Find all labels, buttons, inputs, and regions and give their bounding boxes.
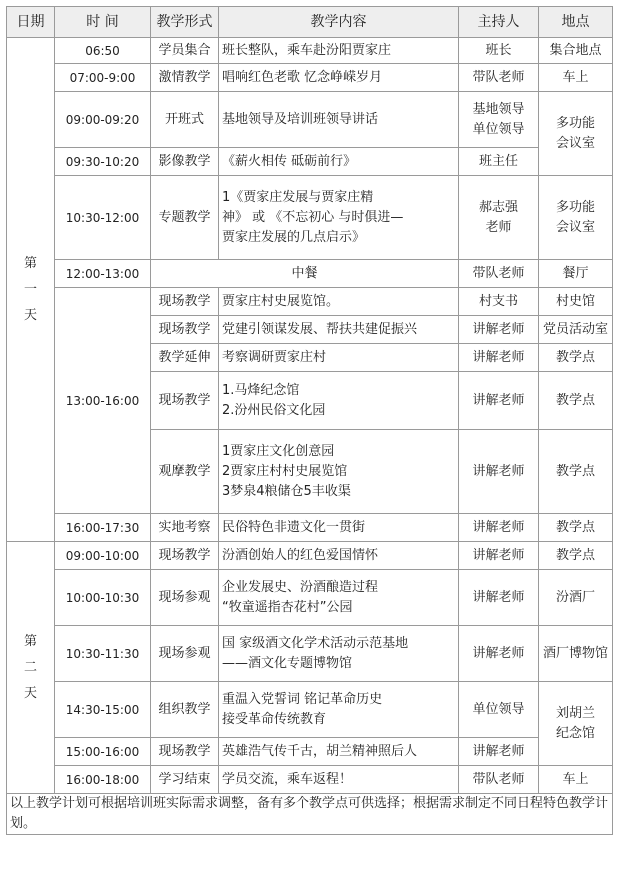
table-row — [7, 92, 613, 148]
table-row — [7, 176, 613, 260]
place-cell: 餐厅 — [539, 260, 613, 288]
time-cell: 09:00-09:20 — [55, 92, 151, 148]
time-cell: 10:30-12:00 — [55, 176, 151, 260]
form-cell: 现场教学 — [151, 288, 219, 316]
host-cell: 讲解老师 — [459, 626, 539, 682]
content-cell: 1《贾家庄发展与贾家庄精 神》 或 《不忘初心 与时俱进— 贾家庄发展的几点启示》 — [219, 176, 459, 260]
host-cell: 村支书 — [459, 288, 539, 316]
header-host: 主持人 — [459, 7, 539, 38]
host-cell: 郝志强 老师 — [459, 176, 539, 260]
time-cell: 15:00-16:00 — [55, 738, 151, 766]
content-cell: 民俗特色非遗文化一贯街 — [219, 514, 459, 542]
form-cell: 现场教学 — [151, 316, 219, 344]
time-cell: 09:30-10:20 — [55, 148, 151, 176]
form-cell: 现场参观 — [151, 626, 219, 682]
form-cell: 开班式 — [151, 92, 219, 148]
content-cell: 党建引领谋发展、帮扶共建促振兴 — [219, 316, 459, 344]
host-cell: 单位领导 — [459, 682, 539, 738]
footnote: 以上教学计划可根据培训班实际需求调整，备有多个教学点可供选择；根据需求制定不同日程特色教学计划。 — [7, 794, 613, 835]
header-place: 地点 — [539, 7, 613, 38]
form-cell: 现场教学 — [151, 738, 219, 766]
host-cell: 带队老师 — [459, 260, 539, 288]
table-row — [7, 288, 613, 316]
host-cell: 班长 — [459, 38, 539, 64]
place-cell: 汾酒厂 — [539, 570, 613, 626]
table-row — [7, 514, 613, 542]
form-cell: 专题教学 — [151, 176, 219, 260]
host-cell: 基地领导 单位领导 — [459, 92, 539, 148]
time-cell: 07:00-9:00 — [55, 64, 151, 92]
content-cell: 唱响红色老歌 忆念峥嵘岁月 — [219, 64, 459, 92]
content-cell: 重温入党誓词 铭记革命历史 接受革命传统教育 — [219, 682, 459, 738]
host-cell: 带队老师 — [459, 766, 539, 794]
place-cell: 酒厂博物馆 — [539, 626, 613, 682]
time-cell: 10:00-10:30 — [55, 570, 151, 626]
header-row — [7, 7, 613, 38]
table-row — [7, 260, 613, 288]
form-cell: 现场教学 — [151, 542, 219, 570]
content-cell: 基地领导及培训班领导讲话 — [219, 92, 459, 148]
content-cell: 《薪火相传 砥砺前行》 — [219, 148, 459, 176]
form-cell: 观摩教学 — [151, 430, 219, 514]
host-cell: 带队老师 — [459, 64, 539, 92]
header-form: 教学形式 — [151, 7, 219, 38]
place-cell: 教学点 — [539, 430, 613, 514]
place-cell: 党员活动室 — [539, 316, 613, 344]
time-cell: 13:00-16:00 — [55, 288, 151, 514]
place-cell: 教学点 — [539, 514, 613, 542]
place-cell: 教学点 — [539, 542, 613, 570]
table-row — [7, 570, 613, 626]
content-cell: 1.马烽纪念馆 2.汾州民俗文化园 — [219, 372, 459, 430]
place-cell: 集合地点 — [539, 38, 613, 64]
host-cell: 讲解老师 — [459, 430, 539, 514]
host-cell: 讲解老师 — [459, 738, 539, 766]
content-cell: 1贾家庄文化创意园 2贾家庄村村史展览馆 3梦泉4粮储仓5丰收渠 — [219, 430, 459, 514]
content-cell: 班长整队，乘车赴汾阳贾家庄 — [219, 38, 459, 64]
place-cell: 多功能 会议室 — [539, 176, 613, 260]
content-cell: 企业发展史、汾酒酿造过程 “牧童遥指杏花村”公园 — [219, 570, 459, 626]
content-cell: 汾酒创始人的红色爱国情怀 — [219, 542, 459, 570]
form-cell: 教学延伸 — [151, 344, 219, 372]
form-cell: 激情教学 — [151, 64, 219, 92]
content-cell: 学员交流，乘车返程！ — [219, 766, 459, 794]
schedule-document — [6, 6, 612, 835]
host-cell: 讲解老师 — [459, 514, 539, 542]
host-cell: 讲解老师 — [459, 344, 539, 372]
host-cell: 讲解老师 — [459, 316, 539, 344]
table-row — [7, 682, 613, 738]
host-cell: 讲解老师 — [459, 372, 539, 430]
time-cell: 12:00-13:00 — [55, 260, 151, 288]
table-row — [7, 64, 613, 92]
time-cell: 10:30-11:30 — [55, 626, 151, 682]
time-cell: 06:50 — [55, 38, 151, 64]
header-content: 教学内容 — [219, 7, 459, 38]
schedule-table — [6, 6, 613, 835]
time-cell: 16:00-17:30 — [55, 514, 151, 542]
header-date: 日期 — [7, 7, 55, 38]
content-cell: 考察调研贾家庄村 — [219, 344, 459, 372]
form-cell: 现场参观 — [151, 570, 219, 626]
form-cell: 学员集合 — [151, 38, 219, 64]
header-time: 时 间 — [55, 7, 151, 38]
form-cell: 组织教学 — [151, 682, 219, 738]
host-cell: 班主任 — [459, 148, 539, 176]
table-row — [7, 38, 613, 64]
host-cell: 讲解老师 — [459, 542, 539, 570]
table-row — [7, 766, 613, 794]
place-cell: 多功能 会议室 — [539, 92, 613, 176]
content-cell: 贾家庄村史展览馆。 — [219, 288, 459, 316]
time-cell: 16:00-18:00 — [55, 766, 151, 794]
place-cell: 车上 — [539, 766, 613, 794]
place-cell: 教学点 — [539, 344, 613, 372]
form-cell: 实地考察 — [151, 514, 219, 542]
place-cell: 刘胡兰 纪念馆 — [539, 682, 613, 766]
place-cell: 村史馆 — [539, 288, 613, 316]
time-cell: 14:30-15:00 — [55, 682, 151, 738]
table-row — [7, 626, 613, 682]
lunch-cell: 中餐 — [151, 260, 459, 288]
form-cell: 现场教学 — [151, 372, 219, 430]
day2-label: 第 二 天 — [7, 542, 55, 794]
table-row — [7, 738, 613, 766]
host-cell: 讲解老师 — [459, 570, 539, 626]
form-cell: 影像教学 — [151, 148, 219, 176]
table-row — [7, 542, 613, 570]
note-row — [7, 794, 613, 835]
place-cell: 车上 — [539, 64, 613, 92]
content-cell: 国 家级酒文化学术活动示范基地 ——酒文化专题博物馆 — [219, 626, 459, 682]
form-cell: 学习结束 — [151, 766, 219, 794]
day1-label: 第 一 天 — [7, 38, 55, 542]
time-cell: 09:00-10:00 — [55, 542, 151, 570]
table-row — [7, 148, 613, 176]
content-cell: 英雄浩气传千古，胡兰精神照后人 — [219, 738, 459, 766]
place-cell: 教学点 — [539, 372, 613, 430]
